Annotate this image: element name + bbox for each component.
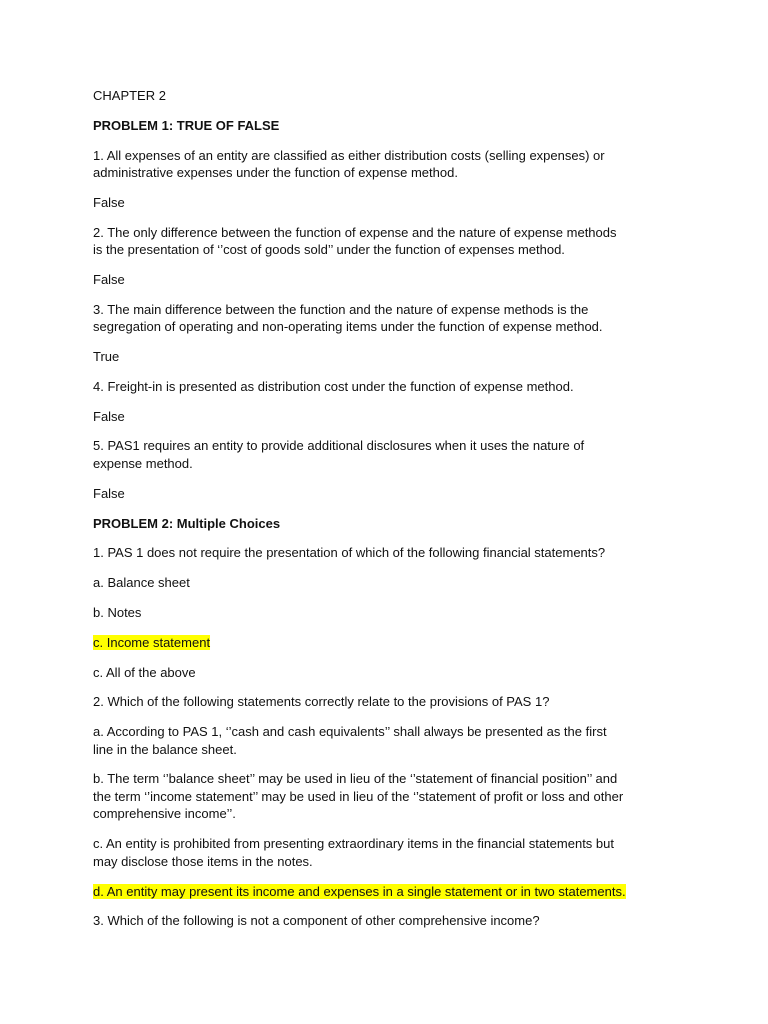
highlighted-answer: d. An entity may present its income and expenses in a single statement or in two statements.	[93, 883, 626, 899]
problem1-answer-1: False	[93, 194, 125, 210]
problem2-q1-option-c-highlighted	[93, 634, 693, 652]
question-line: segregation of operating and non-operating items under the function of expense method.	[93, 319, 603, 335]
problem2-question-3: 3. Which of the following is not a component of other comprehensive income?	[93, 913, 540, 929]
option-line: may disclose those items in the notes.	[93, 853, 313, 869]
problem1-answer-4: False	[93, 408, 125, 424]
problem1-answer-3: True	[93, 349, 120, 365]
problem2-q2-option-d-highlighted	[93, 883, 693, 901]
problem1-question-5	[93, 437, 693, 472]
problem1-answer-5: False	[93, 485, 125, 501]
problem1-heading: PROBLEM 1: TRUE OF FALSE	[93, 117, 280, 133]
problem2-q1-option-d: c. All of the above	[93, 664, 196, 680]
problem1-question-3	[93, 301, 693, 336]
option-line: the term ‘’income statement’’ may be used in lieu of the ‘’statement of profit or loss and other	[93, 788, 624, 804]
option-line: b. The term ‘’balance sheet’’ may be used in lieu of the ‘’statement of financial position’’ and	[93, 771, 618, 787]
question-line: 2. The only difference between the function of expense and the nature of expense methods	[93, 224, 617, 240]
problem1-answer-2: False	[93, 271, 125, 287]
option-line: c. An entity is prohibited from presenting extraordinary items in the financial statements but	[93, 836, 614, 852]
problem2-q2-option-a	[93, 723, 693, 758]
document-body	[93, 87, 693, 942]
problem2-question-2: 2. Which of the following statements correctly relate to the provisions of PAS 1?	[93, 694, 550, 710]
option-line: line in the balance sheet.	[93, 741, 237, 757]
question-line: administrative expenses under the function of expense method.	[93, 165, 458, 181]
problem2-heading: PROBLEM 2: Multiple Choices	[93, 515, 281, 531]
question-line: 3. The main difference between the function and the nature of expense methods is the	[93, 301, 589, 317]
option-line: comprehensive income’’.	[93, 806, 236, 822]
problem1-question-2	[93, 224, 693, 259]
problem2-q2-option-b	[93, 770, 693, 823]
problem2-q1-option-a: a. Balance sheet	[93, 575, 190, 591]
problem2-q1-option-b: b. Notes	[93, 604, 142, 620]
question-line: is the presentation of ‘’cost of goods sold’’ under the function of expenses method.	[93, 242, 565, 258]
question-line: expense method.	[93, 455, 193, 471]
problem2-question-1: 1. PAS 1 does not require the presentation of which of the following financial statements?	[93, 545, 606, 561]
question-line: 5. PAS1 requires an entity to provide additional disclosures when it uses the nature of	[93, 438, 585, 454]
problem1-question-1	[93, 147, 693, 182]
question-line: 4. Freight-in is presented as distribution cost under the function of expense method.	[93, 378, 574, 394]
problem2-q2-option-c	[93, 835, 693, 870]
question-line: 1. All expenses of an entity are classified as either distribution costs (selling expenses) or	[93, 147, 605, 163]
chapter-heading: CHAPTER 2	[93, 88, 166, 103]
highlighted-answer: c. Income statement	[93, 634, 211, 650]
problem1-question-4	[93, 378, 693, 396]
option-line: a. According to PAS 1, ‘’cash and cash equivalents’’ shall always be presented as the first	[93, 724, 607, 740]
